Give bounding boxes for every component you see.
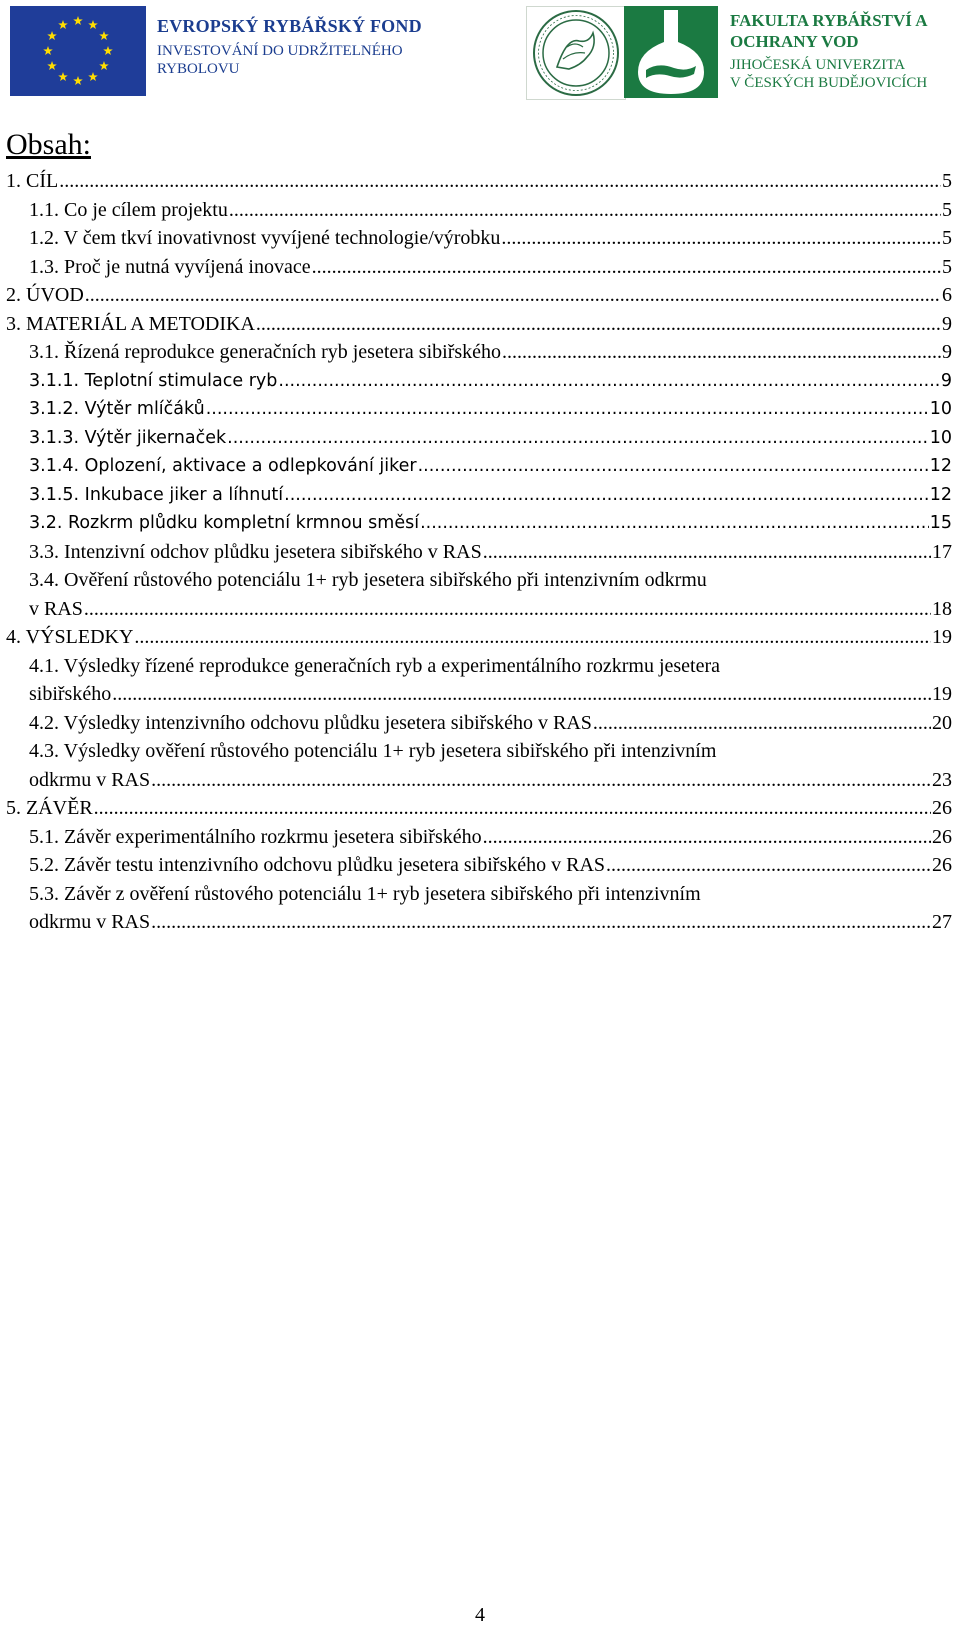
toc-dot-leader	[483, 823, 931, 852]
erf-subtitle-line-2: RYBOLOVU	[157, 61, 240, 77]
toc-dot-leader	[112, 680, 931, 709]
toc-page-number: 19	[932, 626, 952, 648]
toc-page-number: 5	[942, 255, 952, 278]
toc-entry-label: 5.1. Závěr experimentálního rozkrmu jesetera sibiřského	[29, 825, 482, 848]
toc-entry-label: 3. MATERIÁL A METODIKA	[6, 312, 255, 335]
toc-entry[interactable]	[6, 395, 952, 424]
toc-entry[interactable]	[6, 310, 952, 339]
toc-entry[interactable]	[6, 538, 952, 567]
table-of-contents	[6, 167, 952, 937]
toc-entry-label: 5.3. Závěr z ověření růstového potenciálu 1+ ryb jesetera sibiřského při intenzivním	[29, 882, 701, 905]
erf-title: EVROPSKÝ RYBÁŘSKÝ FOND	[157, 16, 422, 36]
toc-entry[interactable]	[6, 851, 952, 880]
toc-dot-leader	[284, 481, 929, 510]
toc-dot-leader	[84, 595, 931, 624]
toc-entry[interactable]	[6, 167, 952, 196]
toc-entry-label: 5. ZÁVĚR	[6, 797, 93, 819]
toc-entry-label: 4. VÝSLEDKY	[6, 626, 134, 648]
toc-entry-label: 4.2. Výsledky intenzivního odchovu plůdku jesetera sibiřského v RAS	[29, 711, 592, 734]
faculty-university-line-2: V ČESKÝCH BUDĚJOVICÍCH	[730, 75, 928, 91]
toc-entry[interactable]	[6, 481, 952, 510]
toc-entry-label: 1.3. Proč je nutná vyvíjená inovace	[29, 255, 311, 278]
toc-page-number: 27	[932, 911, 952, 933]
toc-entry-label: 3.1.2. Výtěr mlíčáků	[29, 399, 205, 419]
faculty-text-block	[730, 10, 955, 92]
erf-subtitle-line-1: INVESTOVÁNÍ DO UDRŽITELNÉHO	[157, 43, 403, 59]
toc-page-number: 5	[942, 227, 952, 249]
toc-dot-leader	[229, 196, 941, 225]
toc-dot-leader	[606, 851, 931, 880]
toc-dot-leader	[151, 908, 931, 937]
toc-page-number: 9	[940, 370, 952, 391]
toc-dot-leader	[420, 509, 929, 538]
toc-entry-label: 3.2. Rozkrm plůdku kompletní krmnou směsí	[29, 513, 420, 533]
toc-entry[interactable]	[6, 652, 952, 709]
toc-entry-label: 3.1.4. Oplození, aktivace a odlepkování jiker	[29, 456, 417, 476]
toc-entry[interactable]	[6, 823, 952, 852]
toc-page-number: 6	[942, 284, 952, 306]
toc-page-number: 18	[932, 597, 952, 620]
toc-page-number: 12	[929, 484, 952, 505]
toc-entry-label: 1. CÍL	[6, 170, 59, 192]
toc-dot-leader	[59, 167, 941, 196]
toc-page-number: 10	[929, 399, 952, 419]
toc-dot-leader	[85, 281, 941, 310]
toc-page-number: 5	[942, 198, 952, 221]
toc-page-number: 26	[932, 825, 952, 848]
toc-entry[interactable]	[6, 224, 952, 253]
toc-page-number: 10	[929, 427, 952, 448]
toc-dot-leader	[151, 766, 931, 795]
eu-flag-icon	[10, 6, 146, 96]
toc-entry-label-continuation: v RAS	[29, 597, 83, 620]
toc-entry[interactable]	[6, 424, 952, 453]
toc-entry-label: 2. ÚVOD	[6, 284, 84, 306]
toc-entry-label: 3.4. Ověření růstového potenciálu 1+ ryb jesetera sibiřského při intenzivním odkrmu	[29, 569, 707, 591]
toc-page-number: 23	[932, 768, 952, 791]
toc-page-number: 26	[932, 797, 952, 819]
toc-entry-label: 3.1.5. Inkubace jiker a líhnutí	[29, 484, 284, 505]
faculty-title-line-1: FAKULTA RYBÁŘSTVÍ A	[730, 11, 928, 30]
toc-entry[interactable]	[6, 253, 952, 282]
toc-heading: Obsah:	[6, 128, 91, 161]
toc-page-number: 26	[932, 854, 952, 876]
toc-entry[interactable]	[6, 367, 952, 396]
toc-entry[interactable]	[6, 794, 952, 823]
toc-dot-leader	[256, 310, 941, 339]
toc-entry[interactable]	[6, 281, 952, 310]
toc-entry-label: 1.2. V čem tkví inovativnost vyvíjené technologie/výrobku	[29, 227, 501, 249]
toc-page-number: 9	[942, 312, 952, 335]
toc-entry-label: 3.1.1. Teplotní stimulace ryb	[29, 370, 278, 391]
toc-dot-leader	[278, 367, 939, 396]
toc-dot-leader	[483, 538, 931, 567]
toc-entry-label: 5.2. Závěr testu intenzivního odchovu plůdku jesetera sibiřského v RAS	[29, 854, 606, 876]
toc-entry[interactable]	[6, 196, 952, 225]
toc-entry-label: 3.1. Řízená reprodukce generačních ryb jesetera sibiřského	[29, 341, 502, 363]
toc-entry[interactable]	[6, 338, 952, 367]
toc-page-number: 17	[932, 540, 952, 563]
faculty-logo-icon	[624, 6, 718, 98]
toc-page-number: 12	[929, 456, 952, 476]
toc-page-number: 19	[932, 683, 952, 705]
university-seal-icon	[526, 6, 626, 100]
toc-entry-label-continuation: odkrmu v RAS	[29, 768, 151, 791]
toc-entry[interactable]	[6, 452, 952, 481]
toc-dot-leader	[134, 623, 931, 652]
toc-dot-leader	[501, 224, 941, 253]
toc-dot-leader	[206, 395, 929, 424]
toc-entry-label-continuation: odkrmu v RAS	[29, 911, 151, 933]
faculty-title-line-2: OCHRANY VOD	[730, 32, 859, 51]
faculty-university-line-1: JIHOČESKÁ UNIVERZITA	[730, 57, 906, 73]
toc-entry-label: 1.1. Co je cílem projektu	[29, 198, 228, 221]
toc-dot-leader	[312, 253, 941, 282]
toc-entry-label: 3.1.3. Výtěr jikernaček	[29, 427, 227, 448]
toc-page-number: 15	[929, 513, 952, 533]
toc-entry-label-continuation: sibiřského	[29, 683, 112, 705]
toc-dot-leader	[593, 709, 931, 738]
erf-text-block	[157, 16, 457, 78]
toc-dot-leader	[94, 794, 931, 823]
toc-entry[interactable]	[6, 566, 952, 623]
toc-page-number: 20	[932, 711, 952, 734]
toc-page-number: 9	[942, 341, 952, 363]
toc-page-number: 5	[942, 170, 952, 192]
toc-dot-leader	[502, 338, 941, 367]
toc-entry-label: 3.3. Intenzivní odchov plůdku jesetera sibiřského v RAS	[29, 540, 482, 563]
toc-entry[interactable]	[6, 509, 952, 538]
toc-entry[interactable]	[6, 709, 952, 738]
toc-dot-leader	[227, 424, 929, 453]
toc-entry[interactable]	[6, 880, 952, 937]
toc-dot-leader	[418, 452, 929, 481]
toc-entry-label: 4.1. Výsledky řízené reprodukce generačních ryb a experimentálního rozkrmu jesetera	[29, 654, 721, 677]
toc-entry[interactable]	[6, 623, 952, 652]
toc-entry-label: 4.3. Výsledky ověření růstového potenciálu 1+ ryb jesetera sibiřského při intenzivním	[29, 740, 717, 762]
page-header	[0, 0, 960, 110]
toc-entry[interactable]	[6, 737, 952, 794]
page-number: 4	[475, 1604, 485, 1626]
